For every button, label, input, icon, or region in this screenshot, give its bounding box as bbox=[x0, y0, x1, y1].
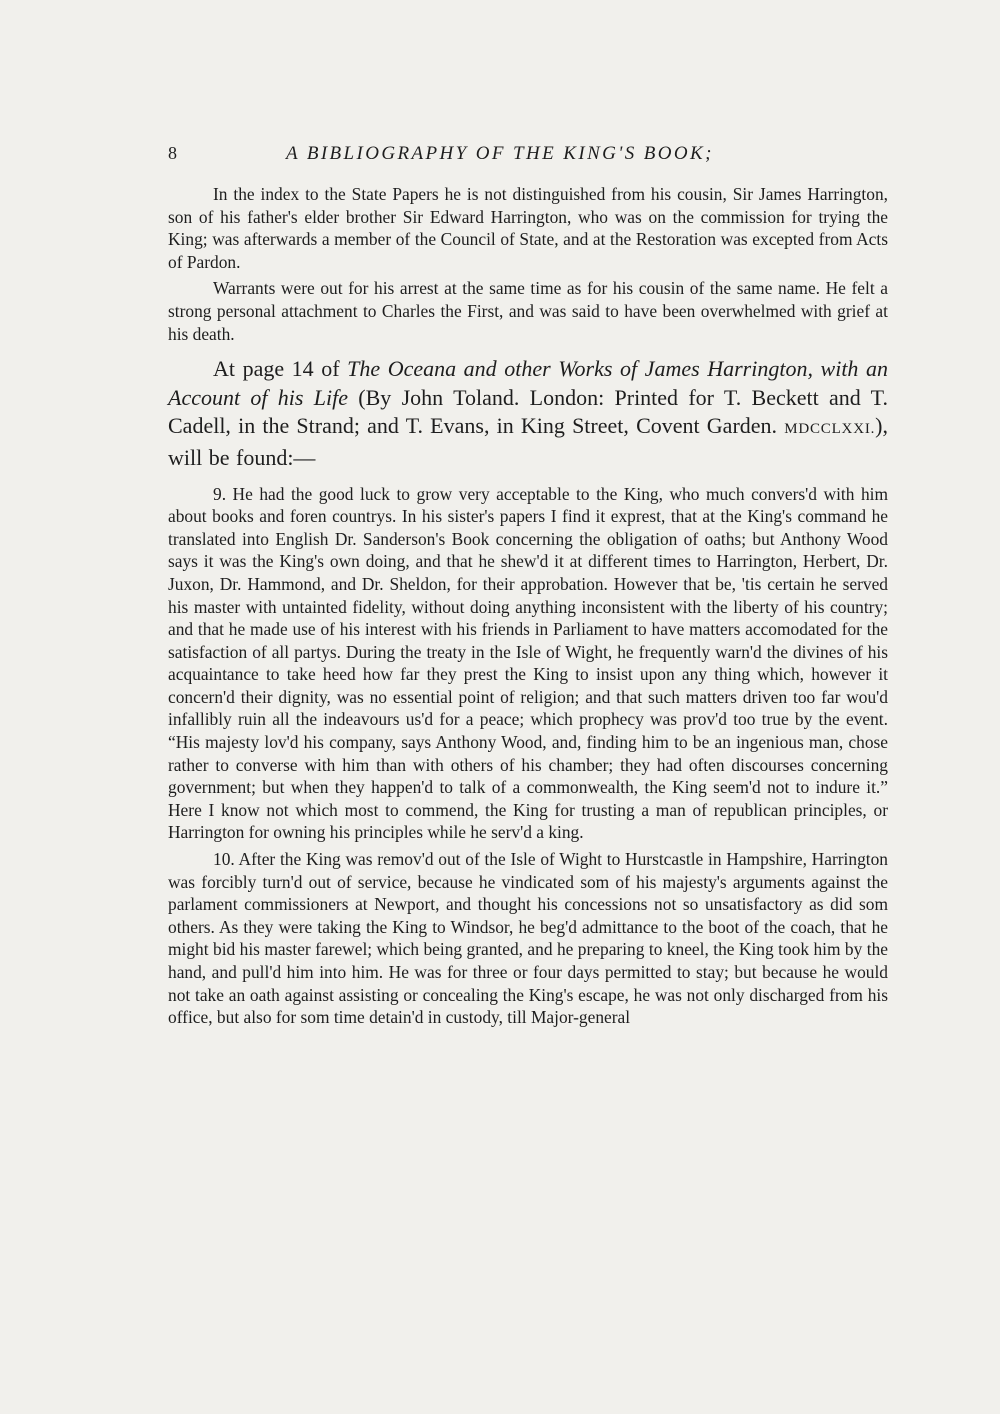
paragraph-index-note: In the index to the State Papers he is not distinguished from his cousin, Sir James Harrington, son of his father's elder brother Sir Edward Harrington, who was on the commission for trying the King; was afterwards a member of the Council of State, and at the Restoration was excepted from Acts of Pardon. bbox=[168, 184, 888, 272]
paragraph-section-9: 9. He had the good luck to grow very acceptable to the King, who much convers'd with him about books and foren countrys. In his sister's papers I find it exprest, that at the King's command he translated into English Dr. Sanderson's Book concerning the obligation of oaths; but Anthony Wood says it was the King's own doing, and that he shew'd it at different times to Harrington, Herbert, Dr. Juxon, Dr. Hammond, and Dr. Sheldon, for their approbation. However that be, 'tis certain he served his master with untainted fidelity, without doing anything inconsistent with the liberty of his country; and that he made use of his interest with his friends in Parliament to have matters accomodated for the satisfaction of all partys. During the treaty in the Isle of Wight, he frequently warn'd the divines of his acquaintance to take heed how far they prest the King to insist upon any thing which, however it concern'd their dignity, was no essential point of religion; and that such matters driven too far wou'd infallibly ruin all the indeavours us'd for a peace; which prophecy was prov'd too true by the event. “His majesty lov'd his company, says Anthony Wood, and, finding him to be an ingenious man, chose rather to converse with him than with others of his chamber; they had often discourses concerning government; but when they happen'd to talk of a commonwealth, the King seem'd not to indure it.” Here I know not which most to commend, the King for trusting a man of republican principles, or Harrington for owning his principles while he serv'd a king. bbox=[168, 483, 888, 843]
citation-intro: At page 14 of bbox=[213, 356, 348, 382]
running-title: A BIBLIOGRAPHY OF THE KING'S BOOK; bbox=[286, 143, 714, 164]
page-header bbox=[168, 143, 888, 169]
body-text bbox=[168, 183, 888, 1029]
page-number: 8 bbox=[168, 143, 178, 163]
paragraph-section-10: 10. After the King was remov'd out of the Isle of Wight to Hurstcastle in Hampshire, Harrington was forcibly turn'd out of service, because he vindicated som of his majesty's arguments against the parlament commissioners at Newport, and thought his concessions not so unsatisfactory as did som others. As they were taking the King to Windsor, he beg'd admittance to the boot of the coach, that he might bid his master farewel; which being granted, and he preparing to kneel, the King took him by the hand, and pull'd him into him. He was for three or four days permitted to stay; but because he would not take an oath against assisting or concealing the King's escape, he was not only discharged from his office, but also for som time detain'd in custody, till Major-general bbox=[168, 849, 888, 1028]
citation-year: MDCCLXXI. bbox=[784, 421, 876, 438]
citation-book-title: The Oceana and other Works of James Harrington, with an Account of his Life bbox=[168, 356, 888, 410]
citation-publisher: (By John Toland. London: Printed for T. Beckett and T. Cadell, in the Strand; and T. Evans, in King Street, Covent Garden. bbox=[168, 384, 888, 439]
paragraph-warrants: Warrants were out for his arrest at the same time as for his cousin of the same name. He felt a strong personal attachment to Charles the First, and was said to have been overwhelmed with grief at his death. bbox=[168, 278, 888, 344]
paragraph-source-citation bbox=[168, 355, 888, 472]
citation-tail: ), will be found:— bbox=[168, 413, 888, 470]
